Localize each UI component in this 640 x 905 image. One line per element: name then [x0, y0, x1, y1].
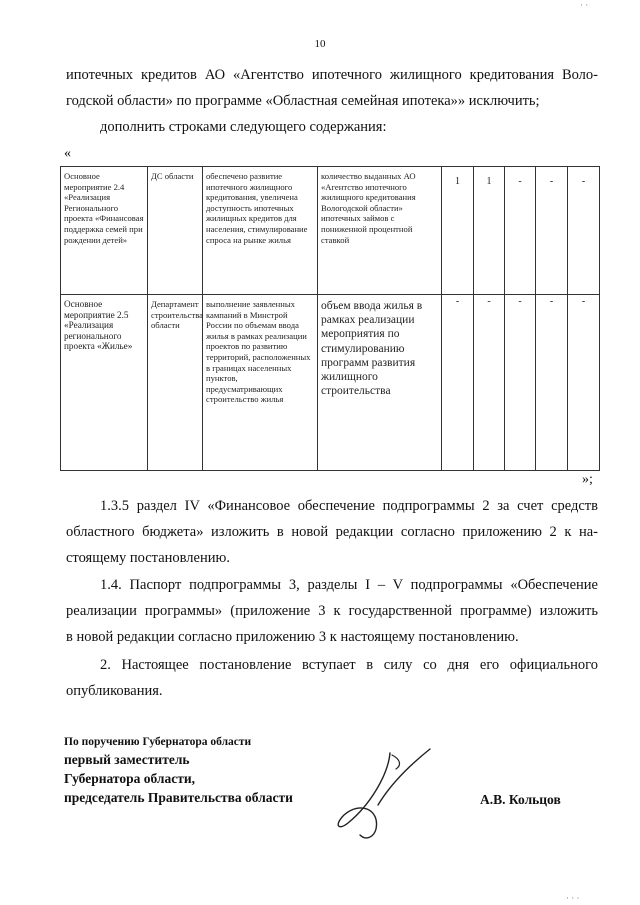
quote-open: « [64, 146, 71, 161]
value-cell: 1 [474, 167, 505, 295]
intro-line-1: ипотечных кредитов АО «Агентство ипотечного жилищного кредитования Воло- [66, 67, 598, 83]
signature-line-3: Губернатора области, [64, 771, 195, 786]
intro-paragraph [66, 62, 598, 114]
value-cell: - [505, 167, 536, 295]
executor-cell: Департамент строительства области [148, 295, 203, 471]
bottom-corner-mark: · · · [566, 893, 580, 903]
value-cell: - [536, 167, 568, 295]
item-1-4-text: реализации программы» (приложение 3 к государственной программе) изложить [66, 603, 598, 619]
intro-add-line: дополнить строками следующего содержания: [100, 119, 387, 135]
intro-line-2: годской области» по программе «Областная семейная ипотека»» исключить; [66, 93, 540, 109]
table-row [61, 167, 600, 295]
event-cell: Основное мероприятие 2.4 «Реализация Регионального проекта «Финансовая поддержка семей при рождении детей» [61, 167, 148, 295]
item-2-text: 2. Настоящее постановление вступает в силу со дня его официального [100, 657, 598, 673]
value-cell: - [568, 295, 600, 471]
value-cell: - [505, 295, 536, 471]
value-cell: - [536, 295, 568, 471]
page-number: 10 [314, 38, 326, 50]
item-1-4-line-2 [66, 598, 598, 624]
item-1-3-5-text: областного бюджета» изложить в новой редакции согласно приложению 2 к на- [66, 524, 598, 540]
item-2-line-2: опубликования. [66, 683, 163, 699]
result-cell: выполнение заявленных кампаний в Минстрой России по объемам ввода жилья в рамках реализации проектов по развитию территорий, расположенных в границах населенных пунктов, предусматривающих строительство жилья [203, 295, 318, 471]
handwritten-signature [330, 745, 440, 845]
result-cell: обеспечено развитие ипотечного жилищного кредитования, увеличена доступность ипотечных жилищных кредитов для населения, стимулирование спроса на рынке жилья [203, 167, 318, 295]
signature-line-4: председатель Правительства области [64, 790, 293, 805]
signatory-name: А.В. Кольцов [480, 792, 561, 807]
item-1-3-5-line-3: стоящему постановлению. [66, 550, 230, 566]
value-cell: - [568, 167, 600, 295]
value-cell: - [442, 295, 474, 471]
item-1-4-line-1 [100, 572, 598, 598]
value-cell: - [474, 295, 505, 471]
top-corner-mark: · · [580, 0, 589, 10]
item-1-4-text: 1.4. Паспорт подпрограммы 3, разделы I – V подпрограммы «Обеспечение [100, 577, 598, 593]
item-1-3-5-text: 1.3.5 раздел IV «Финансовое обеспечение подпрограммы 2 за счет средств [100, 498, 598, 514]
item-1-3-5-line-1 [100, 493, 598, 519]
value-cell: 1 [442, 167, 474, 295]
table-row [61, 295, 600, 471]
item-1-4-line-3: в новой редакции согласно приложению 3 к настоящему постановлению. [66, 629, 519, 645]
item-2-line-1 [100, 652, 598, 678]
signature-line-2: первый заместитель [64, 752, 190, 767]
measures-table [60, 166, 600, 471]
executor-cell: ДС области [148, 167, 203, 295]
quote-close: »; [582, 472, 593, 487]
signature-line-1: По поручению Губернатора области [64, 736, 252, 748]
indicator-cell: количество выданных АО «Агентство ипотечного жилищного кредитования Вологодской области» ипотечных займов с пониженной процентной ставкой [318, 167, 442, 295]
event-cell: Основное мероприятие 2.5 «Реализация регионального проекта «Жилье» [61, 295, 148, 471]
indicator-cell: объем ввода жилья в рамках реализации мероприятия по стимулированию программ развития жилищного строительства [318, 295, 442, 471]
item-1-3-5-line-2 [66, 519, 598, 545]
